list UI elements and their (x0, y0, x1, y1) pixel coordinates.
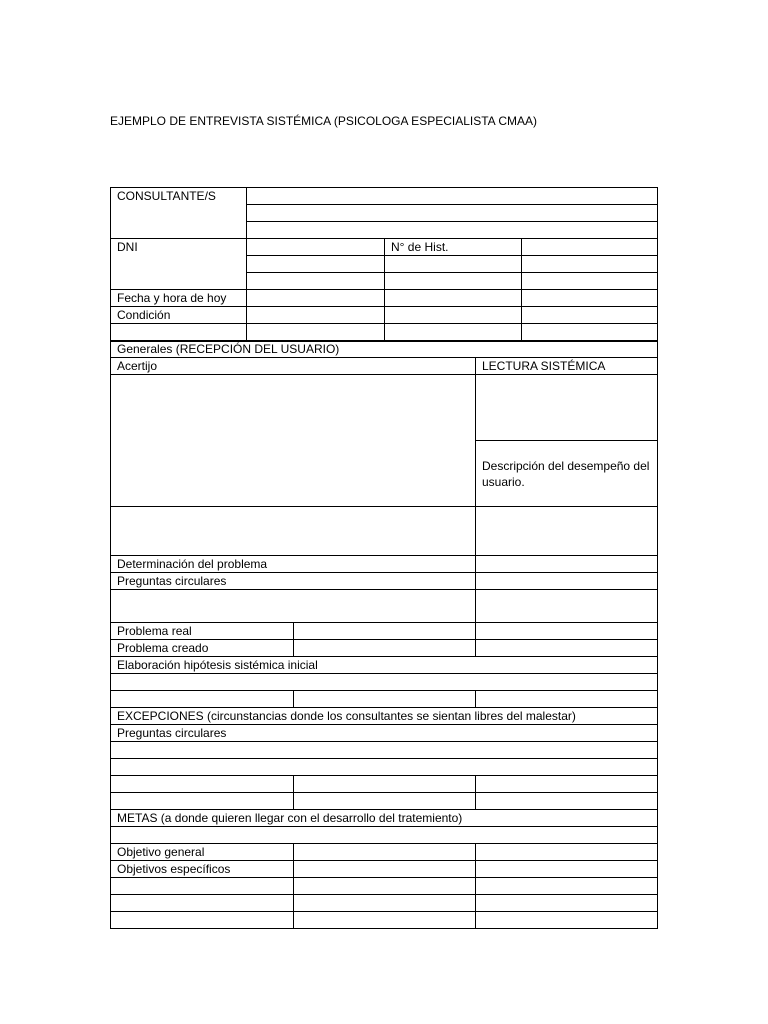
row-line (110, 911, 658, 912)
row-line (110, 792, 658, 793)
form-top-border (110, 187, 658, 188)
document-title: EJEMPLO DE ENTREVISTA SISTÉMICA (PSICOLOGA ESPECIALISTA CMAA) (110, 114, 537, 128)
excepciones-label: EXCEPCIONES (circunstancias donde los consultantes se sientan libres del malestar) (117, 709, 576, 723)
row-line (110, 357, 658, 358)
form-right-border (657, 187, 658, 929)
objetivo-general-label: Objetivo general (117, 845, 205, 859)
row-line (110, 572, 658, 573)
lectura-sistemica-label: LECTURA SISTÉMICA (482, 359, 606, 373)
consultantes-label: CONSULTANTE/S (117, 189, 216, 203)
form-left-border (110, 187, 111, 929)
row-line (110, 724, 658, 725)
row-line (110, 758, 658, 759)
row-line (110, 374, 658, 375)
form-bottom-border (110, 928, 658, 929)
column-line (475, 843, 476, 929)
row-line (110, 826, 658, 827)
row-line (110, 775, 658, 776)
row-line (246, 272, 658, 273)
row-line (110, 843, 658, 844)
row-line (246, 204, 658, 205)
row-line (246, 255, 658, 256)
metas-label: METAS (a donde quieren llegar con el desarrollo del tratemiento) (117, 811, 463, 825)
determinacion-label: Determinación del problema (117, 557, 268, 571)
row-line (110, 894, 658, 895)
row-line (110, 860, 658, 861)
row-line (110, 741, 658, 742)
row-line (110, 506, 658, 507)
row-line (110, 555, 658, 556)
date-time-label: Fecha y hora de hoy (117, 291, 227, 305)
problema-real-label: Problema real (117, 624, 192, 638)
row-line (110, 622, 658, 623)
generales-label: Generales (RECEPCIÓN DEL USUARIO) (117, 342, 340, 356)
header-column-divider (246, 187, 247, 340)
row-line (110, 639, 658, 640)
row-line (246, 221, 658, 222)
history-number-label: N° de Hist. (391, 240, 449, 254)
row-line (110, 690, 658, 691)
row-line (110, 673, 658, 674)
row-line (110, 289, 658, 290)
column-line (293, 843, 294, 929)
objetivos-especificos-label: Objetivos específicos (117, 862, 231, 876)
column-line (475, 690, 476, 707)
row-line (475, 440, 658, 441)
column-line (293, 690, 294, 707)
problema-creado-label: Problema creado (117, 641, 209, 655)
row-line (110, 589, 658, 590)
preguntas-circulares-label: Preguntas circulares (117, 726, 227, 740)
condition-label: Condición (117, 308, 171, 322)
row-line (110, 306, 658, 307)
row-line (110, 809, 658, 810)
hipotesis-label: Elaboración hipótesis sistémica inicial (117, 658, 318, 672)
dni-label: DNI (117, 240, 138, 254)
acertijo-label: Acertijo (117, 359, 158, 373)
preguntas-circulares-label: Preguntas circulares (117, 574, 227, 588)
row-line (110, 877, 658, 878)
row-line (110, 323, 658, 324)
descripcion-label: Descripción del desempeño del usuario. (482, 459, 650, 489)
row-line (110, 707, 658, 708)
row-line (110, 656, 658, 657)
